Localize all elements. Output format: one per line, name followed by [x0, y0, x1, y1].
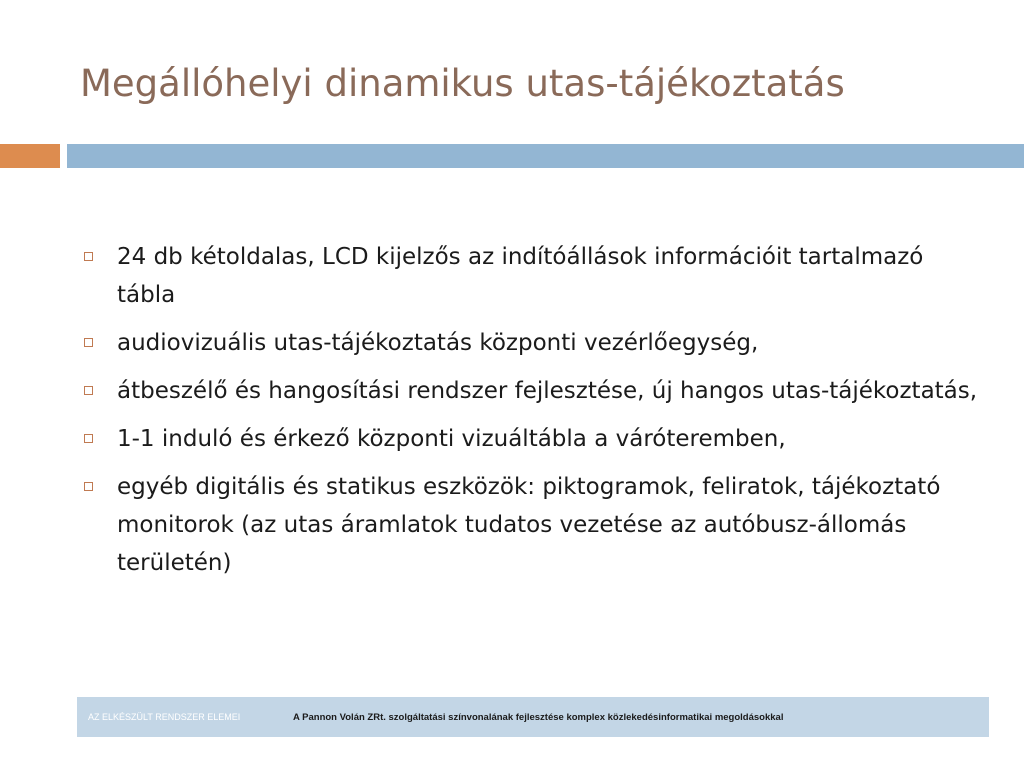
bullet-item	[82, 468, 982, 582]
square-bullet-icon	[84, 434, 93, 443]
bullet-item	[82, 324, 982, 362]
square-bullet-icon	[84, 252, 93, 261]
footer-bar	[77, 697, 989, 737]
square-bullet-icon	[84, 386, 93, 395]
bullet-list	[82, 238, 982, 592]
bullet-text: 24 db kétoldalas, LCD kijelzős az indítóállások információit tartalmazó tábla	[117, 244, 924, 308]
accent-bar-orange	[0, 144, 60, 168]
square-bullet-icon	[84, 338, 93, 347]
bullet-item	[82, 372, 982, 410]
bullet-item	[82, 420, 982, 458]
bullet-text: audiovizuális utas-tájékoztatás központi vezérlőegység,	[117, 330, 759, 356]
bullet-text: átbeszélő és hangosítási rendszer fejlesztése, új hangos utas-tájékoztatás,	[117, 378, 978, 404]
bullet-text: egyéb digitális és statikus eszközök: piktogramok, feliratok, tájékoztató monitorok (az utas áramlatok tudatos vezetése az autóbusz-állomás területén)	[117, 474, 941, 576]
square-bullet-icon	[84, 482, 93, 491]
footer-section-label: AZ ELKÉSZÜLT RENDSZER ELEMEI	[88, 712, 241, 722]
bullet-item	[82, 238, 982, 314]
accent-bar-blue	[67, 144, 1024, 168]
footer-project-title: A Pannon Volán ZRt. szolgáltatási színvonalának fejlesztése komplex közlekedésinformatikai megoldásokkal	[293, 711, 784, 723]
slide-title: Megállóhelyi dinamikus utas-tájékoztatás	[80, 62, 845, 105]
bullet-text: 1-1 induló és érkező központi vizuáltábla a váróteremben,	[117, 426, 786, 452]
